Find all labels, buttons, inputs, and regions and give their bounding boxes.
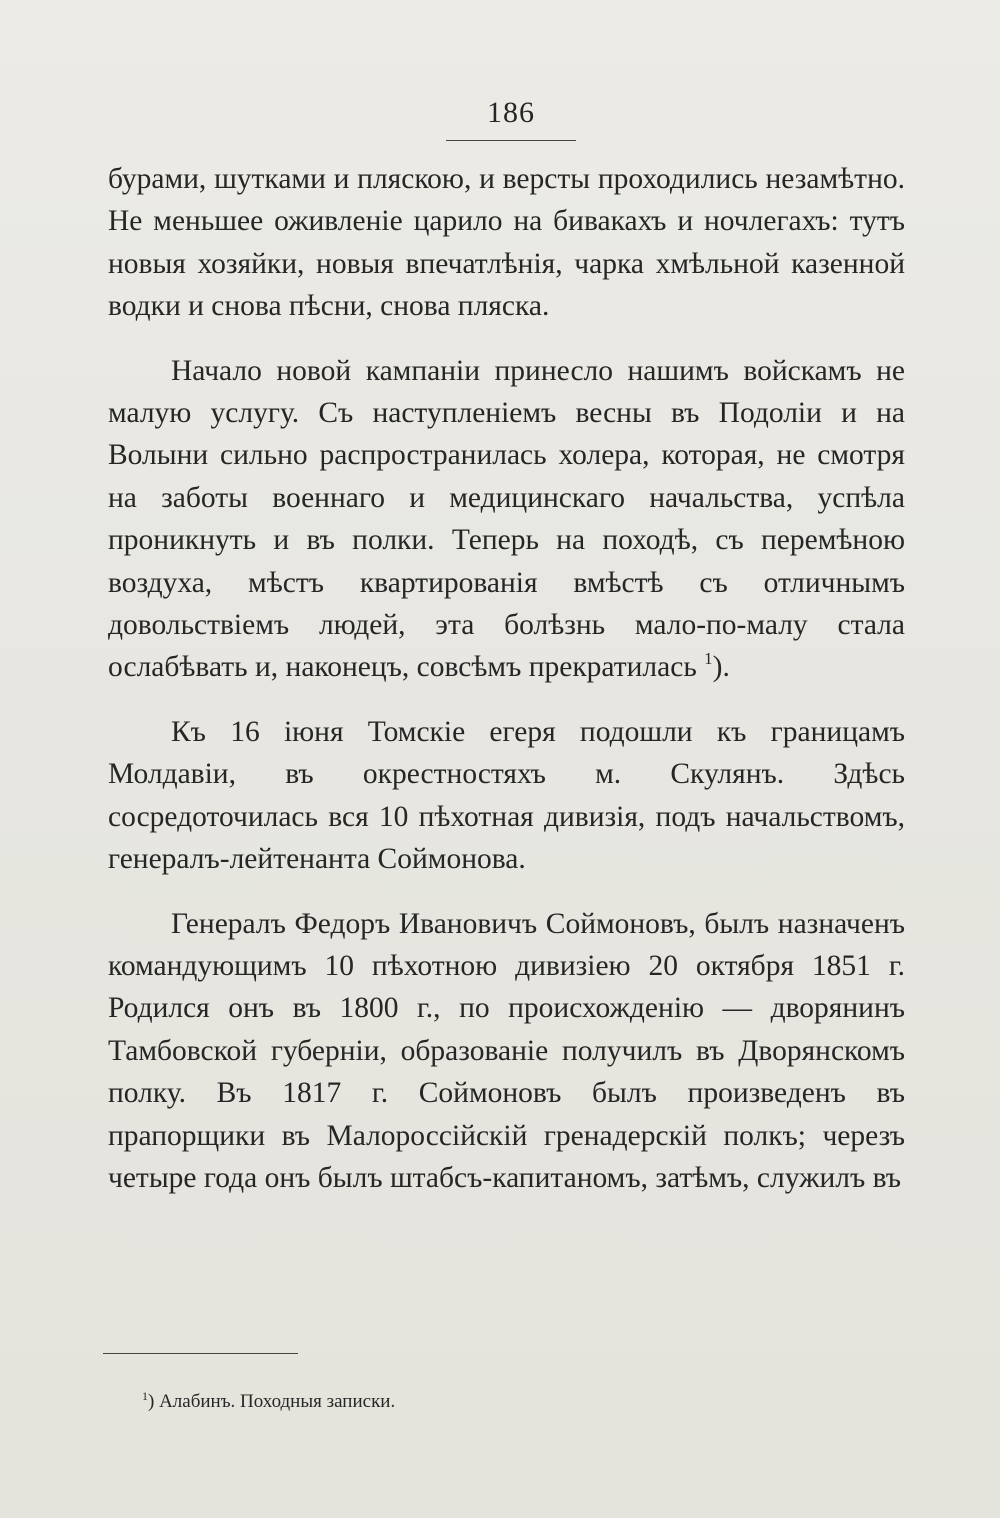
header-rule: [446, 140, 576, 141]
paragraph-cholera: [108, 350, 905, 689]
paragraph-cholera-text: Начало новой кампаніи принесло нашимъ войскамъ не малую услугу. Съ наступленіемъ весны въ Подоліи и на Волыни сильно распространилась холера, которая, не смотря на заботы военнаго и медицинскаго начальства, успѣла проникнуть и въ полки. Теперь на походѣ, съ перемѣною воздуха, мѣстъ квартированія вмѣстѣ съ отличнымъ довольствіемъ людей, эта болѣзнь мало-по-малу стала ослабѣвать и, наконецъ, совсѣмъ прекратилась: [108, 354, 905, 684]
footnote-reference-closing: ).: [712, 651, 730, 684]
page-number: 186: [487, 96, 535, 129]
footnote-rule: [103, 1353, 298, 1354]
footnote: [142, 1390, 395, 1414]
footnote-text: ) Алабинъ. Походныя записки.: [148, 1391, 396, 1412]
footnote-marker: 1: [142, 1389, 148, 1403]
paragraph-continued: бурами, шутками и пляскою, и версты проходились незамѣтно. Не меньшее оживленіе царило на бивакахъ и ночлегахъ: тутъ новыя хозяйки, новыя впечатлѣнія, чарка хмѣльной казенной водки и снова пѣсни, снова пляска.: [108, 163, 905, 323]
paragraph-soimonov: Генералъ Федоръ Ивановичъ Соймоновъ, былъ назначенъ командующимъ 10 пѣхотною дивизіею 20 октября 1851 г. Родился онъ въ 1800 г., по происхожденію — дворянинъ Тамбовской губерніи, образованіе получилъ въ Дворянскомъ полку. Въ 1817 г. Соймоновъ былъ произведенъ въ прапорщики въ Малороссійскій гренадерскій полкъ; черезъ четыре года онъ былъ штабсъ-капитаномъ, затѣмъ, служилъ въ: [108, 907, 905, 1194]
body-text: [108, 158, 905, 1221]
footnote-reference[interactable]: 1: [704, 649, 713, 669]
paragraph-moldavia: Къ 16 іюня Томскіе егеря подошли къ границамъ Молдавіи, въ окрестностяхъ м. Скулянъ. Здѣсь сосредоточилась вся 10 пѣхотная дивизія, подъ начальствомъ, генералъ-лейтенанта Соймонова.: [108, 715, 905, 876]
